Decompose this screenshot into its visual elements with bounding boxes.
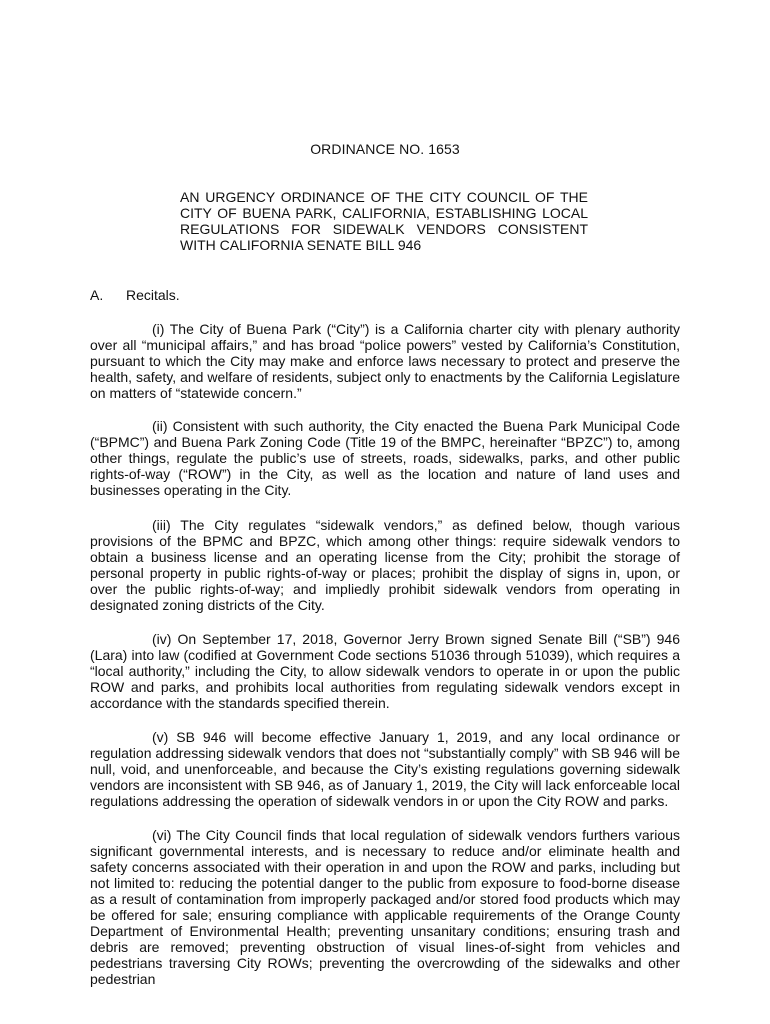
recital-paragraph: (i) The City of Buena Park (“City”) is a California charter city with plenary authority over all “municipal affairs,” and has broad “police powers” vested by California’s Constitution, pursuant to which the City may make and enforce laws necessary to protect and preserve the health, safety, and welfare of residents, subject only to enactments by the California Legislature on matters of “statewide concern.” <box>90 321 680 401</box>
section-title: Recitals. <box>126 287 180 303</box>
section-letter: A. <box>90 287 104 303</box>
recital-paragraph: (ii) Consistent with such authority, the City enacted the Buena Park Municipal Code (“BPMC”) and Buena Park Zoning Code (Title 19 of the BMPC, hereinafter “BPZC”) to, among other things, regulate the public’s use of streets, roads, sidewalks, parks, and other public rights-of-way (“ROW”) in the City, as well as the location and nature of land uses and businesses operating in the City. <box>90 418 680 498</box>
section-heading <box>90 287 180 303</box>
recital-paragraph: (vi) The City Council finds that local regulation of sidewalk vendors furthers various significant governmental interests, and is necessary to reduce and/or eliminate health and safety concerns associated with their operation in and upon the ROW and parks, including but not limited to: reducing the potential danger to the public from exposure to food-borne disease as a result of contamination from improperly packaged and/or stored food products which may be offered for sale; ensuring compliance with applicable requirements of the Orange County Department of Environmental Health; preventing unsanitary conditions; ensuring trash and debris are removed; preventing obstruction of visual lines-of-sight from vehicles and pedestrians traversing City ROWs; preventing the overcrowding of the sidewalks and other pedestrian <box>90 827 680 987</box>
title-line: WITH CALIFORNIA SENATE BILL 946 <box>180 237 422 253</box>
recital-paragraph: (iii) The City regulates “sidewalk vendors,” as defined below, though various provisions of the BPMC and BPZC, which among other things: require sidewalk vendors to obtain a business license and an operating license from the City; prohibit the storage of personal property in public rights-of-way or places; prohibit the display of signs in, upon, or over the public rights-of-way; and impliedly prohibit sidewalk vendors from operating in designated zoning districts of the City. <box>90 517 680 613</box>
title-line: REGULATIONS FOR SIDEWALK VENDORS CONSISTENT <box>180 221 588 237</box>
title-line: AN URGENCY ORDINANCE OF THE CITY COUNCIL OF THE <box>180 189 588 205</box>
ordinance-title <box>180 189 588 253</box>
recital-paragraph: (iv) On September 17, 2018, Governor Jerry Brown signed Senate Bill (“SB”) 946 (Lara) into law (codified at Government Code sections 51036 through 51039), which requires a “local authority,” including the City, to allow sidewalk vendors to operate in or upon the public ROW and parks, and prohibits local authorities from regulating sidewalk vendors except in accordance with the standards specified therein. <box>90 631 680 711</box>
title-line: CITY OF BUENA PARK, CALIFORNIA, ESTABLISHING LOCAL <box>180 205 588 221</box>
ordinance-number: ORDINANCE NO. 1653 <box>310 141 460 157</box>
recital-paragraph: (v) SB 946 will become effective January 1, 2019, and any local ordinance or regulation addressing sidewalk vendors that does not “substantially comply” with SB 946 will be null, void, and unenforceable, and because the City’s existing regulations governing sidewalk vendors are inconsistent with SB 946, as of January 1, 2019, the City will lack enforceable local regulations addressing the operation of sidewalk vendors in or upon the City ROW and parks. <box>90 729 680 809</box>
